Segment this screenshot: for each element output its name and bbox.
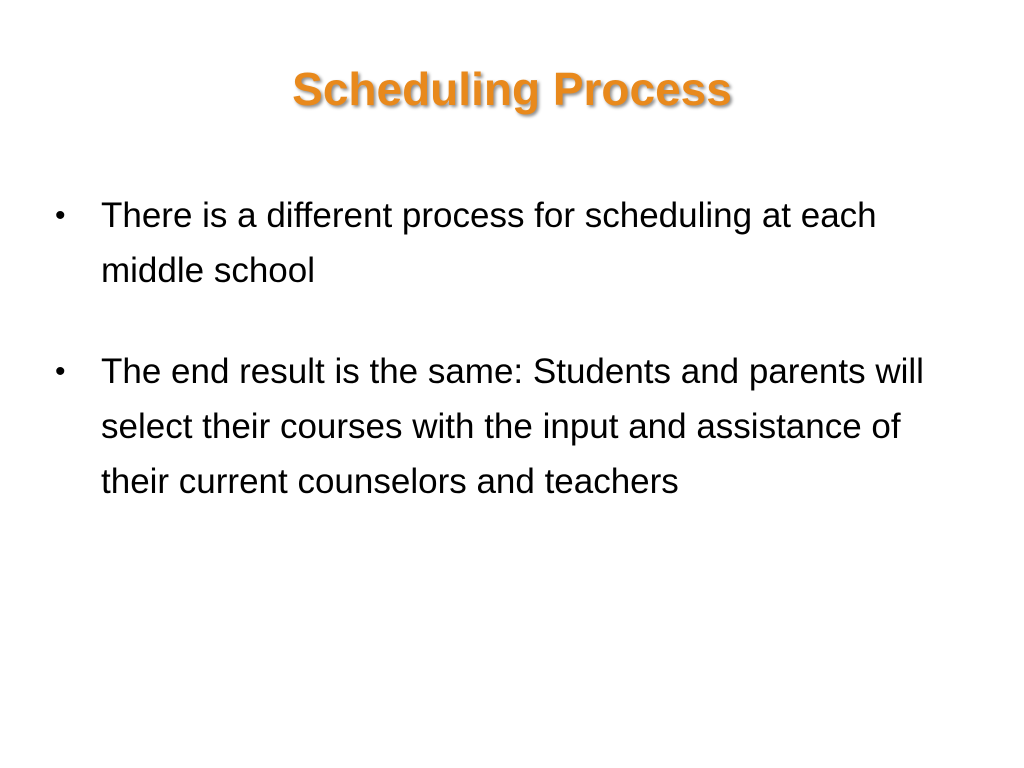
bullet-item-1 [55, 188, 975, 298]
bullet-marker-icon: • [55, 199, 66, 232]
slide-title: Scheduling Process [292, 63, 732, 115]
bullet-text: There is a different process for scheduling at each middle school [101, 196, 877, 290]
bullet-marker-icon: • [55, 355, 66, 388]
bullet-text: The end result is the same: Students and parents will select their courses with the input and assistance of their current counselors and teachers [101, 352, 924, 501]
bullet-list [55, 188, 975, 555]
bullet-item-2 [55, 344, 975, 509]
